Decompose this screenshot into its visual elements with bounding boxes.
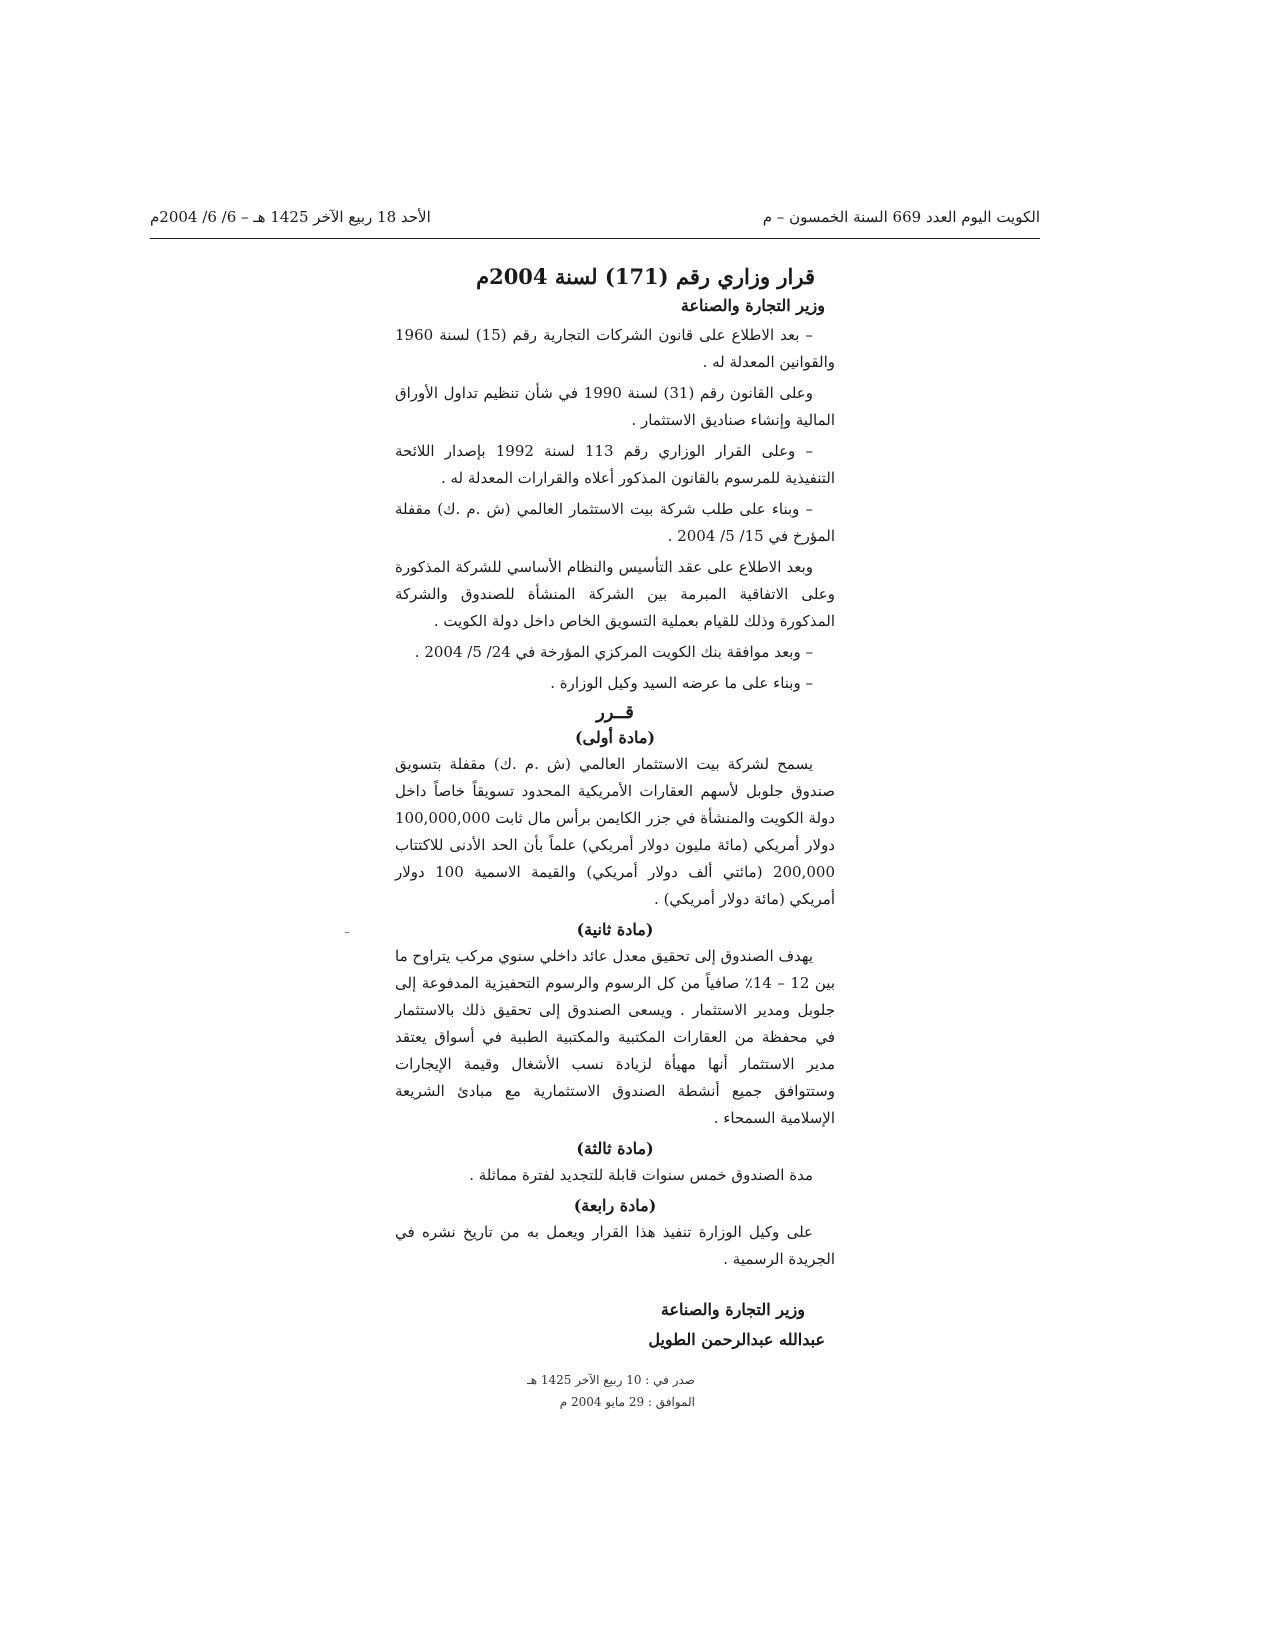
article-heading: (مادة رابعة) [573, 1196, 657, 1215]
preamble-paragraph: وعلى القانون رقم (31) لسنة 1990 في شأن تنظيم تداول الأوراق المالية وإنشاء صناديق الاستثمار . [395, 384, 835, 429]
preamble-paragraph: – وبعد موافقة بنك الكويت المركزي المؤرخة في 24/ 5/ 2004 . [414, 643, 813, 661]
header-divider [150, 238, 1040, 239]
article-text: يهدف الصندوق إلى تحقيق معدل عائد داخلي سنوي مركب يتراوح ما بين 12 – 14٪ صافياً من كل الرسوم والرسوم التحفيزية المدفوعة إلى جلوبل ومدير الاستثمار . ويسعى الصندوق إلى تحقيق ذلك بالاستثمار في محفظة من العقارات المكتبية والمكتبية الطبية في أسواق يعتقد مدير الاستثمار أنها مهيأة لزيادة نسب الأشغال وقيمة الإيجارات وستتوافق جميع أنشطة الصندوق الاستثمارية مع مبادئ الشريعة الإسلامية السمحاء . [395, 947, 835, 1127]
article-4 [395, 1193, 835, 1273]
article-2 [395, 917, 835, 1132]
article-3 [395, 1136, 835, 1189]
scan-mark [345, 932, 349, 933]
running-header [150, 208, 1040, 238]
preamble-paragraph: – وبناء على طلب شركة بيت الاستثمار العالمي (ش .م .ك) مقفلة المؤرخ في 15/ 5/ 2004 . [395, 500, 835, 545]
preamble-paragraph: – بعد الاطلاع على قانون الشركات التجارية رقم (15) لسنة 1960 والقوانين المعدلة له . [395, 326, 835, 371]
header-date: الأحد 18 ربيع الآخر 1425 هـ – 6/ 6/ 2004م [150, 208, 431, 226]
decree-title: قرار وزاري رقم (171) لسنة 2004م [476, 264, 815, 289]
article-1 [395, 725, 835, 913]
issued-hijri-date: صدر في : 10 ربيع الآخر 1425 هـ [527, 1373, 695, 1387]
preamble-paragraph: – وعلى القرار الوزاري رقم 113 لسنة 1992 بإصدار اللائحة التنفيذية للمرسوم بالقانون المذكور أعلاه والقرارات المعدلة له . [395, 442, 835, 487]
article-text: يسمح لشركة بيت الاستثمار العالمي (ش .م .ك) مقفلة بتسويق صندوق جلوبل لأسهم العقارات الأمريكية المحدود تسويقاً خاصاً داخل دولة الكويت والمنشأة في جزر الكايمن برأس مال ثابت 100,000,000 دولار أمريكي (مائة مليون دولار أمريكي) علماً بأن الحد الأدنى للاكتتاب 200,000 (مائتي ألف دولار أمريكي) والقيمة الاسمية 100 دولار أمريكي (مائة دولار أمريكي) . [395, 755, 835, 908]
decision-heading: قــرر [596, 702, 634, 723]
article-text: مدة الصندوق خمس سنوات قابلة للتجديد لفترة مماثلة . [469, 1166, 813, 1184]
article-heading: (مادة أولى) [574, 728, 656, 747]
issued-gregorian-date: الموافق : 29 مايو 2004 م [559, 1395, 695, 1409]
decree-body [395, 262, 835, 1413]
signatory-name: عبدالله عبدالرحمن الطويل [648, 1330, 825, 1349]
article-heading: (مادة ثالثة) [576, 1139, 654, 1158]
issue-date-block [395, 1369, 835, 1413]
signature-block [395, 1295, 835, 1355]
preamble-paragraph: – وبناء على ما عرضه السيد وكيل الوزارة . [550, 674, 813, 692]
article-heading: (مادة ثانية) [576, 920, 654, 939]
article-text: على وكيل الوزارة تنفيذ هذا القرار ويعمل به من تاريخ نشره في الجريدة الرسمية . [395, 1223, 835, 1268]
header-issue-info: الكويت اليوم العدد 669 السنة الخمسون – م [762, 208, 1040, 226]
decree-issuer: وزير التجارة والصناعة [680, 296, 825, 315]
preamble-paragraph: وبعد الاطلاع على عقد التأسيس والنظام الأساسي للشركة المذكورة وعلى الاتفاقية المبرمة بين الشركة المنشأة للصندوق والشركة المذكورة وذلك للقيام بعملية التسويق الخاص داخل دولة الكويت . [395, 558, 835, 630]
signatory-title: وزير التجارة والصناعة [660, 1300, 805, 1319]
preamble [395, 322, 835, 697]
